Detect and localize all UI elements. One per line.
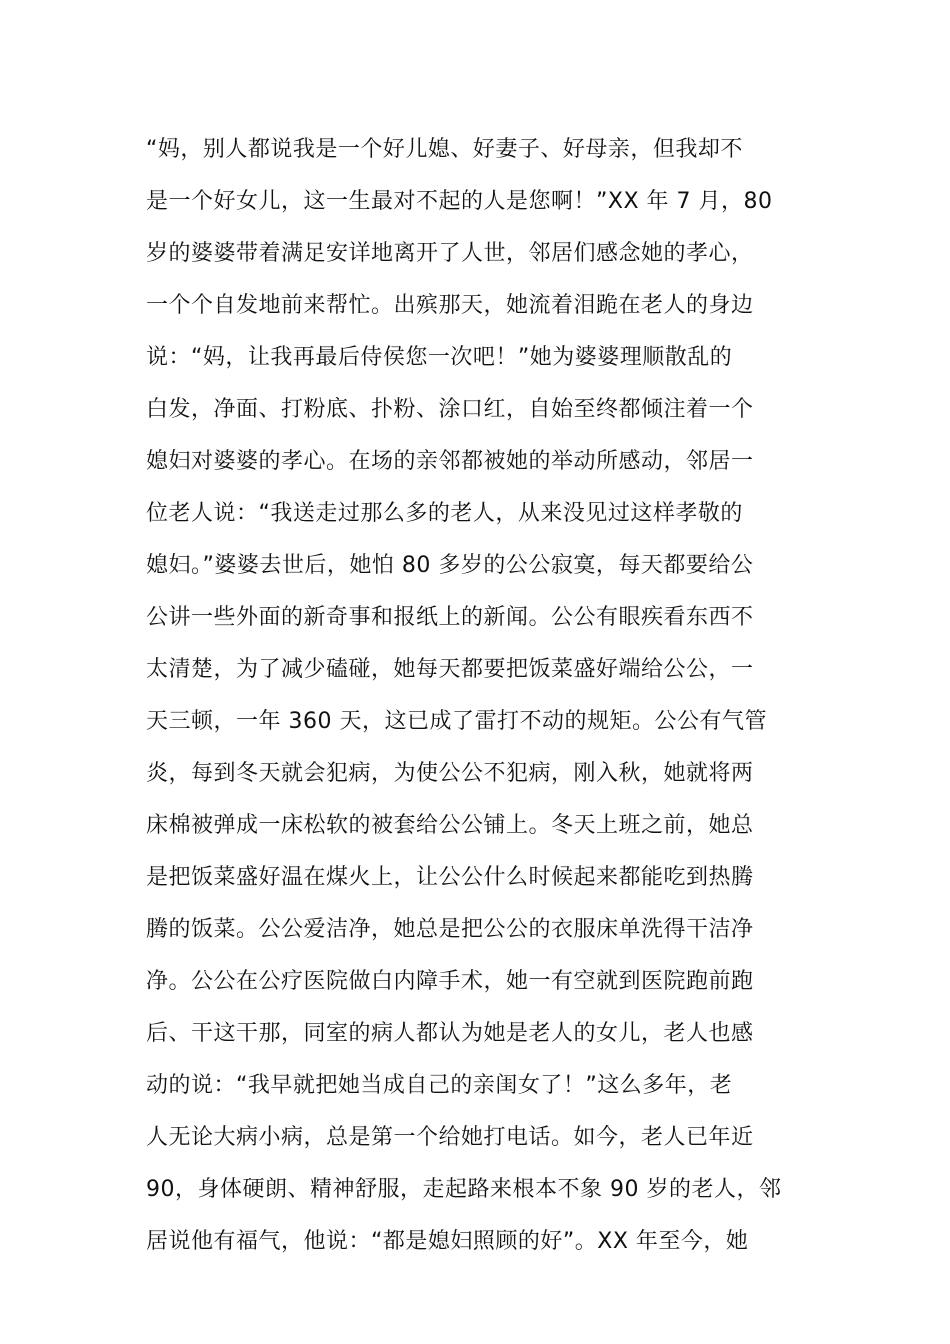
text-line: “妈，别人都说我是一个好儿媳、好妻子、好母亲，但我却不 bbox=[146, 137, 743, 162]
text-line: 一个个自发地前来帮忙。出殡那天，她流着泪跪在老人的身边 bbox=[146, 293, 754, 318]
text-line: 天三顿，一年 360 天，这已成了雷打不动的规矩。公公有气管 bbox=[146, 709, 767, 734]
text-line: 是一个好女儿，这一生最对不起的人是您啊！”XX 年 7 月，80 bbox=[146, 189, 773, 214]
text-line: 后、干这干那，同室的病人都认为她是老人的女儿，老人也感 bbox=[146, 1021, 754, 1046]
text-line: 位老人说：“我送走过那么多的老人，从来没见过这样孝敬的 bbox=[146, 501, 743, 526]
text-line: 白发，净面、打粉底、扑粉、涂口红，自始至终都倾注着一个 bbox=[146, 397, 754, 422]
text-line: 是把饭菜盛好温在煤火上，让公公什么时候起来都能吃到热腾 bbox=[146, 865, 754, 890]
text-line: 床棉被弹成一床松软的被套给公公铺上。冬天上班之前，她总 bbox=[146, 813, 754, 838]
text-line: 媳妇。”婆婆去世后，她怕 80 多岁的公公寂寞，每天都要给公 bbox=[146, 553, 754, 578]
text-line: 岁的婆婆带着满足安详地离开了人世，邻居们感念她的孝心， bbox=[146, 241, 754, 266]
body-paragraph bbox=[146, 124, 816, 1268]
text-line: 太清楚，为了减少磕碰，她每天都要把饭菜盛好端给公公，一 bbox=[146, 657, 754, 682]
text-line: 说：“妈，让我再最后侍侯您一次吧！”她为婆婆理顺散乱的 bbox=[146, 345, 733, 370]
text-line: 净。公公在公疗医院做白内障手术，她一有空就到医院跑前跑 bbox=[146, 969, 754, 994]
text-line: 人无论大病小病，总是第一个给她打电话。如今，老人已年近 bbox=[146, 1125, 754, 1150]
text-line: 公讲一些外面的新奇事和报纸上的新闻。公公有眼疾看东西不 bbox=[146, 605, 754, 630]
text-line: 居说他有福气，他说：“都是媳妇照顾的好”。XX 年至今，她 bbox=[146, 1229, 749, 1254]
text-line: 媳妇对婆婆的孝心。在场的亲邻都被她的举动所感动，邻居一 bbox=[146, 449, 754, 474]
text-line: 炎，每到冬天就会犯病，为使公公不犯病，刚入秋，她就将两 bbox=[146, 761, 754, 786]
text-line: 动的说：“我早就把她当成自己的亲闺女了！”这么多年，老 bbox=[146, 1073, 733, 1098]
text-line: 90，身体硬朗、精神舒服，走起路来根本不象 90 岁的老人，邻 bbox=[146, 1177, 782, 1202]
text-line: 腾的饭菜。公公爱洁净，她总是把公公的衣服床单洗得干洁净 bbox=[146, 917, 754, 942]
